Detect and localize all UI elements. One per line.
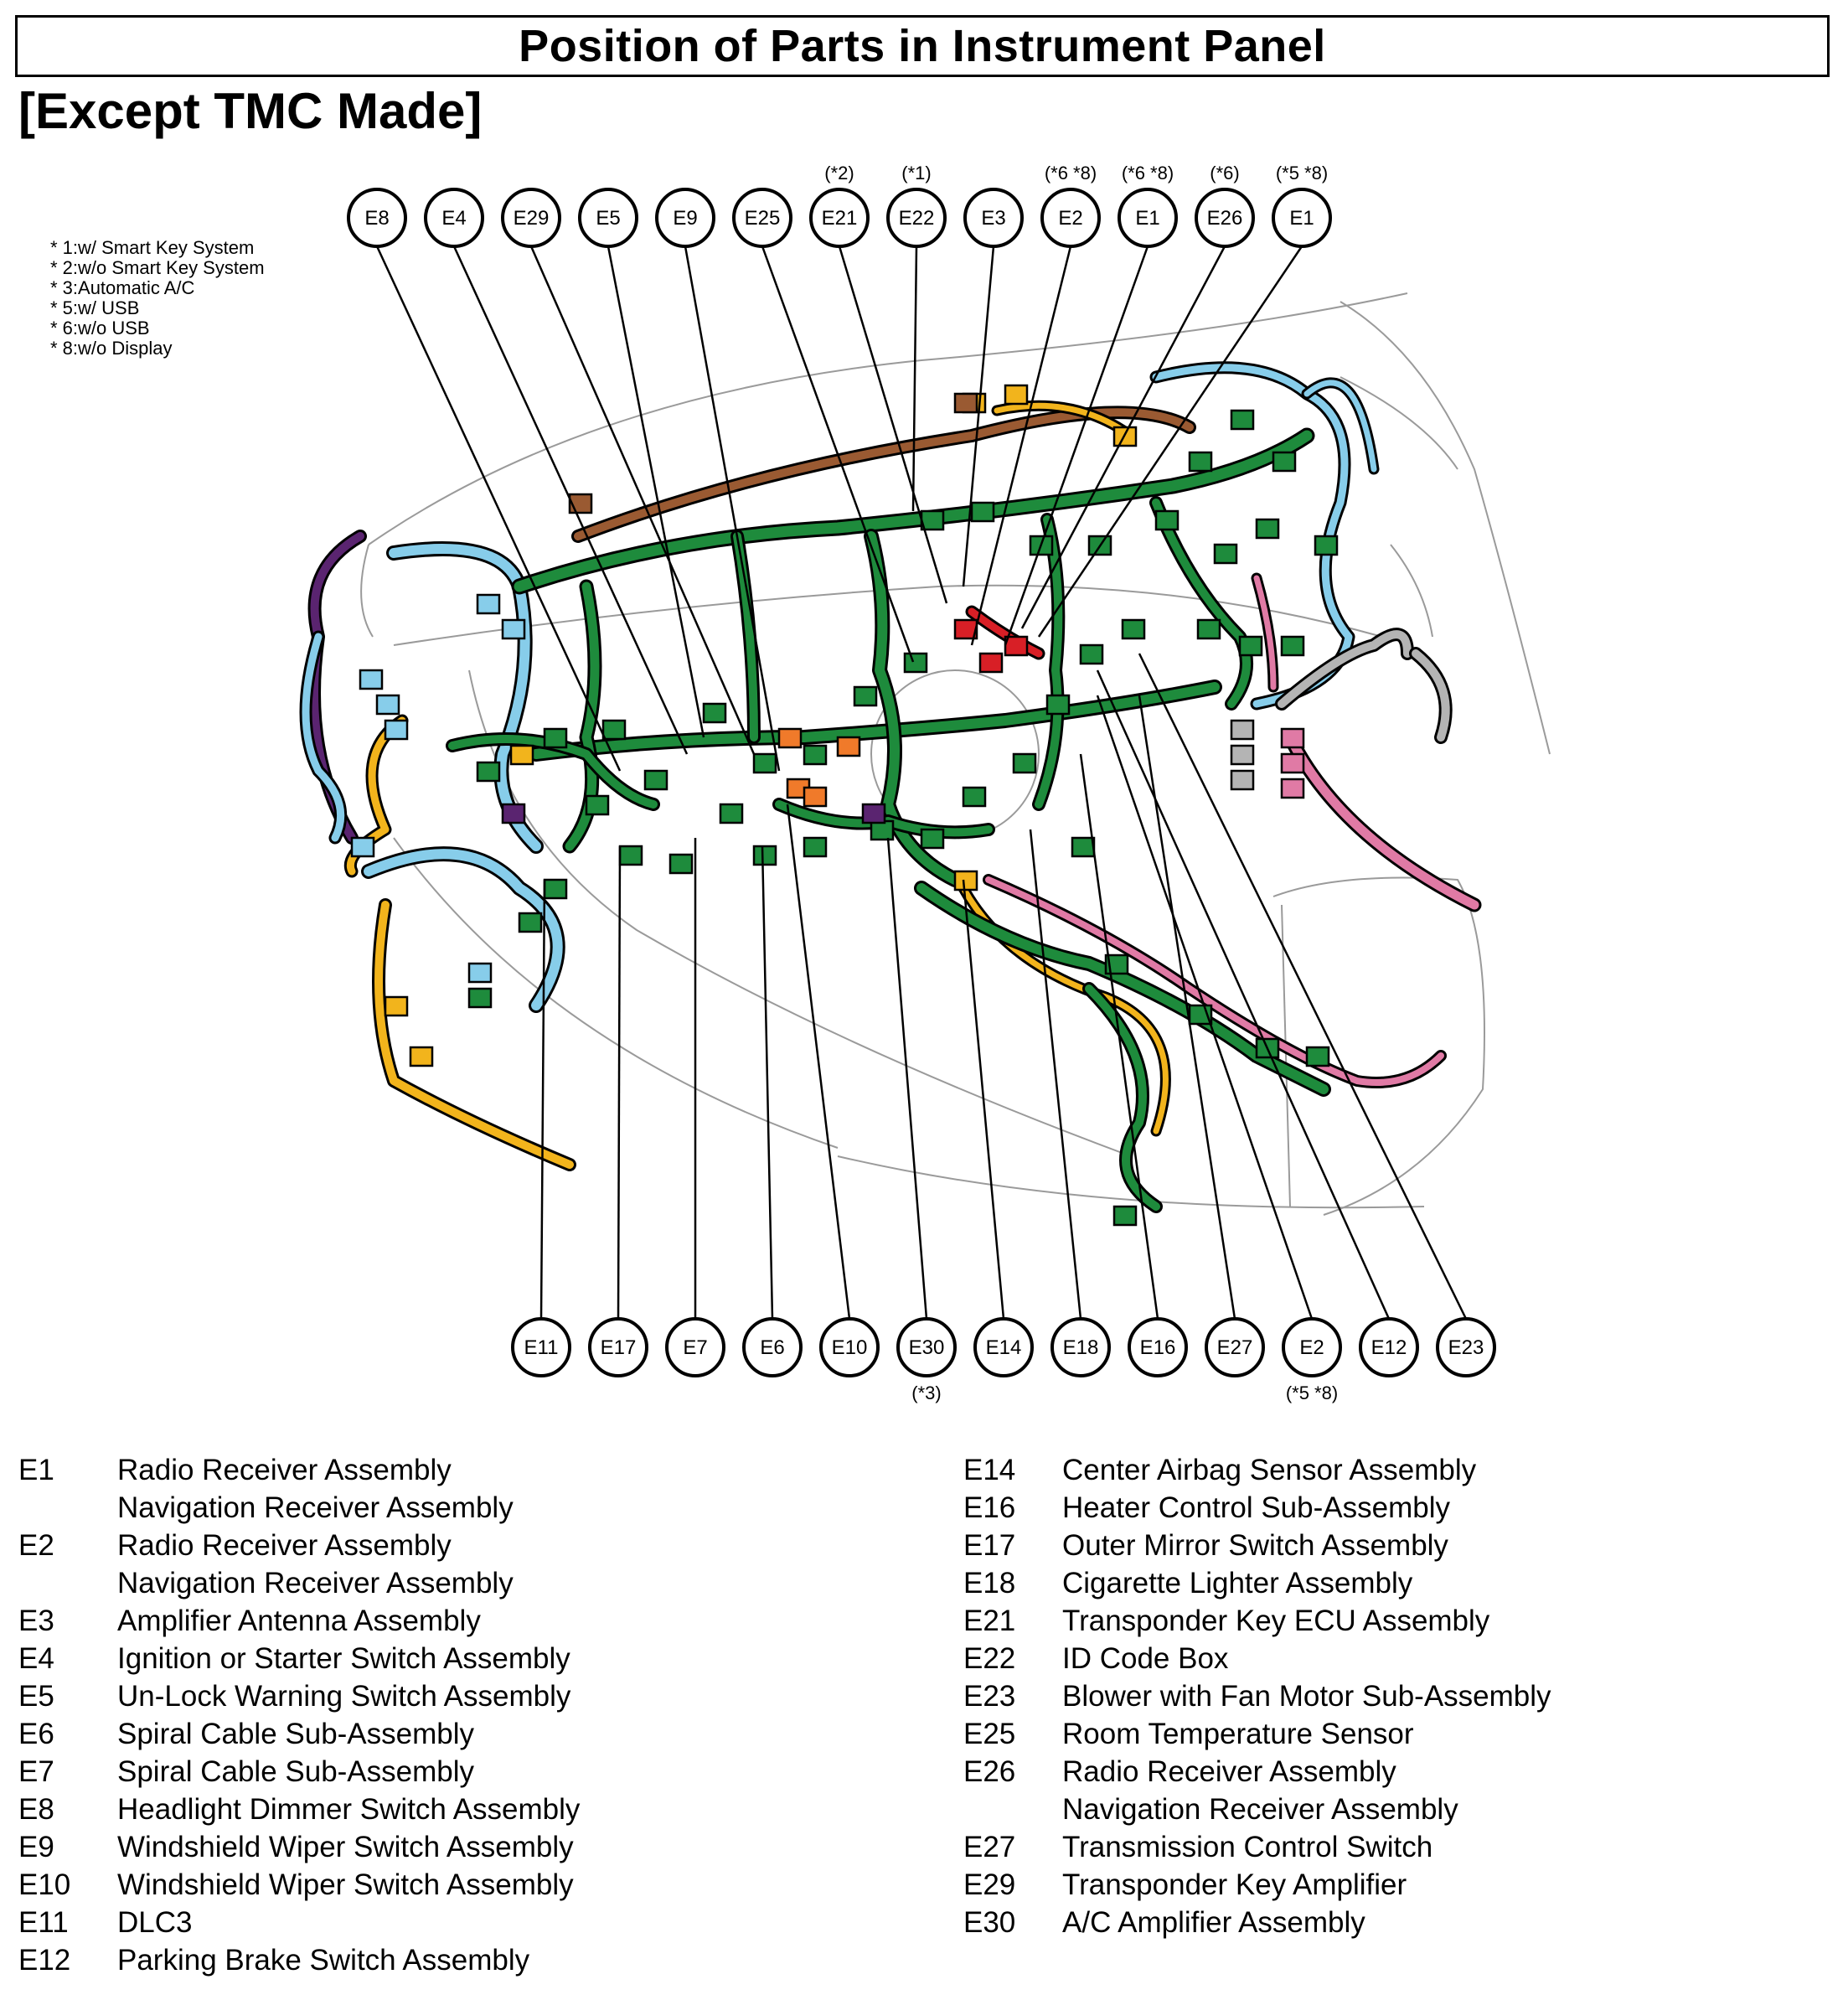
callout-condition: (*6 *8) <box>1044 163 1097 183</box>
legend-row <box>963 1753 1551 1791</box>
callout-condition: (*6 *8) <box>1121 163 1174 183</box>
legend-code: E10 <box>18 1868 71 1901</box>
legend-row <box>18 1451 580 1489</box>
legend-code <box>18 1564 117 1602</box>
legend-code: E21 <box>963 1605 1016 1637</box>
legend-row <box>963 1828 1551 1866</box>
callout-leader-top-1 <box>454 246 687 754</box>
legend-code: E23 <box>963 1680 1016 1713</box>
legend-code: E29 <box>963 1868 1016 1901</box>
callout-leader-bottom-7 <box>1030 829 1081 1319</box>
callout-leader-top-8 <box>963 246 994 587</box>
legend-code: E25 <box>963 1718 1016 1750</box>
legend-code: E5 <box>18 1680 54 1713</box>
legend-row <box>963 1451 1551 1489</box>
callout-e5 <box>580 189 637 246</box>
legend-code: E9 <box>18 1831 54 1863</box>
legend-row <box>963 1640 1551 1677</box>
legend-part-name: Parking Brake Switch Assembly <box>117 1944 530 1977</box>
page-title: Position of Parts in Instrument Panel <box>519 21 1326 71</box>
legend-part-name: Ignition or Starter Switch Assembly <box>117 1642 570 1675</box>
legend-code <box>963 1791 1062 1828</box>
legend-part-name: Spiral Cable Sub-Assembly <box>117 1755 475 1788</box>
legend-part-name: Transmission Control Switch <box>1062 1831 1433 1863</box>
callout-e29 <box>503 189 560 246</box>
legend-code <box>18 1489 117 1527</box>
legend-part-name: Heater Control Sub-Assembly <box>1062 1491 1450 1524</box>
legend-part-name: Radio Receiver Assembly <box>117 1529 452 1562</box>
legend-code: E4 <box>18 1642 54 1675</box>
legend-row <box>963 1602 1551 1640</box>
callout-leader-top-4 <box>685 246 779 771</box>
callout-e6 <box>744 1319 801 1376</box>
legend-part-name: Amplifier Antenna Assembly <box>117 1605 481 1637</box>
legend-row <box>18 1564 580 1602</box>
footnote-6: * 6:w/o USB <box>50 318 150 339</box>
callout-e1 <box>1273 163 1330 246</box>
legend-code: E14 <box>963 1454 1016 1486</box>
legend-part-name: ID Code Box <box>1062 1642 1229 1675</box>
callout-e25 <box>734 189 791 246</box>
legend-part-name: Headlight Dimmer Switch Assembly <box>117 1793 581 1826</box>
callout-code: E21 <box>821 207 858 230</box>
callout-e7 <box>667 1319 724 1376</box>
callout-e22 <box>888 163 945 246</box>
callout-condition: (*5 *8) <box>1285 1382 1339 1403</box>
legend-code: E30 <box>963 1906 1016 1939</box>
legend-part-name: Windshield Wiper Switch Assembly <box>117 1868 574 1901</box>
legend-code: E22 <box>963 1642 1016 1675</box>
callout-condition: (*1) <box>901 163 932 183</box>
callout-e10 <box>821 1319 878 1376</box>
callout-code: E5 <box>596 207 621 230</box>
legend-row <box>18 1866 580 1904</box>
callout-code: E17 <box>600 1336 637 1359</box>
callout-e2 <box>1042 163 1099 246</box>
legend-row <box>963 1904 1551 1941</box>
callout-code: E3 <box>981 207 1006 230</box>
legend-row <box>963 1527 1551 1564</box>
legend-code: E17 <box>963 1529 1016 1562</box>
callout-condition: (*2) <box>824 163 854 183</box>
callout-e16 <box>1129 1319 1186 1376</box>
legend-part-name: Radio Receiver Assembly <box>117 1454 452 1486</box>
legend-code: E16 <box>963 1491 1016 1524</box>
callout-code: E4 <box>441 207 467 230</box>
callout-leader-bottom-3 <box>762 846 772 1319</box>
callout-leader-bottom-0 <box>541 880 545 1319</box>
legend-row <box>18 1828 580 1866</box>
legend-row <box>18 1527 580 1564</box>
legend-part-name: Spiral Cable Sub-Assembly <box>117 1718 475 1750</box>
legend-code: E26 <box>963 1755 1016 1788</box>
legend-code: E8 <box>18 1793 54 1826</box>
legend-part-name: Transponder Key Amplifier <box>1062 1868 1407 1901</box>
callout-code: E7 <box>683 1336 708 1359</box>
legend-part-name: Room Temperature Sensor <box>1062 1718 1414 1750</box>
legend-code: E18 <box>963 1567 1016 1599</box>
legend-row <box>963 1715 1551 1753</box>
legend-part-name: DLC3 <box>117 1906 193 1939</box>
callout-leader-bottom-5 <box>888 838 927 1319</box>
legend-part-name: Navigation Receiver Assembly <box>117 1491 514 1524</box>
callout-leader-top-6 <box>839 246 947 603</box>
callout-code: E16 <box>1139 1336 1176 1359</box>
legend-code: E3 <box>18 1605 54 1637</box>
callout-e17 <box>590 1319 647 1376</box>
callout-e1 <box>1119 163 1176 246</box>
callout-code: E29 <box>513 207 550 230</box>
footnote-3: * 3:Automatic A/C <box>50 277 195 298</box>
legend-row <box>18 1715 580 1753</box>
callout-leader-bottom-6 <box>963 880 1004 1319</box>
legend-code: E6 <box>18 1718 54 1750</box>
legend-code: E7 <box>18 1755 54 1788</box>
callout-code: E26 <box>1206 207 1243 230</box>
callout-e12 <box>1360 1319 1417 1376</box>
callout-code: E2 <box>1299 1336 1324 1359</box>
legend-part-name: Navigation Receiver Assembly <box>117 1567 514 1599</box>
callout-condition: (*6) <box>1210 163 1240 183</box>
legend-part-name: Cigarette Lighter Assembly <box>1062 1567 1413 1599</box>
legend-part-name: Un-Lock Warning Switch Assembly <box>117 1680 571 1713</box>
callout-code: E14 <box>985 1336 1022 1359</box>
callout-code: E1 <box>1135 207 1160 230</box>
callout-e4 <box>426 189 483 246</box>
callout-code: E2 <box>1058 207 1083 230</box>
legend-row <box>963 1564 1551 1602</box>
page-subtitle: [Except TMC Made] <box>18 83 483 139</box>
callout-e3 <box>965 189 1022 246</box>
legend-row <box>963 1791 1551 1828</box>
legend-part-name: Windshield Wiper Switch Assembly <box>117 1831 574 1863</box>
legend-part-name: Center Airbag Sensor Assembly <box>1062 1454 1477 1486</box>
legend-left-column <box>18 1451 580 1979</box>
callout-code: E8 <box>364 207 390 230</box>
callout-code: E9 <box>673 207 698 230</box>
callout-condition: (*5 *8) <box>1275 163 1329 183</box>
callout-e30 <box>898 1319 955 1403</box>
callout-leader-top-7 <box>913 246 916 511</box>
legend-part-name: A/C Amplifier Assembly <box>1062 1906 1365 1939</box>
footnote-1: * 1:w/ Smart Key System <box>50 237 255 258</box>
callout-code: E12 <box>1371 1336 1407 1359</box>
callout-e18 <box>1052 1319 1109 1376</box>
callout-code: E11 <box>524 1336 559 1359</box>
callout-code: E23 <box>1448 1336 1484 1359</box>
legend-row <box>963 1489 1551 1527</box>
legend-part-name: Radio Receiver Assembly <box>1062 1755 1396 1788</box>
callout-code: E30 <box>908 1336 945 1359</box>
legend-row <box>18 1791 580 1828</box>
callout-e14 <box>975 1319 1032 1376</box>
callout-e23 <box>1438 1319 1494 1376</box>
callout-e27 <box>1206 1319 1263 1376</box>
callout-e2 <box>1283 1319 1340 1403</box>
callout-code: E25 <box>744 207 781 230</box>
legend-right-column <box>963 1451 1551 1941</box>
legend-row <box>18 1640 580 1677</box>
legend-part-name: Transponder Key ECU Assembly <box>1062 1605 1490 1637</box>
callout-e26 <box>1196 163 1253 246</box>
legend-part-name: Outer Mirror Switch Assembly <box>1062 1529 1448 1562</box>
legend-row <box>18 1677 580 1715</box>
footnote-5: * 5:w/ USB <box>50 297 140 318</box>
legend-code: E11 <box>18 1906 69 1939</box>
wire-harness <box>306 368 1474 1225</box>
legend-code: E2 <box>18 1529 54 1562</box>
callout-code: E18 <box>1062 1336 1099 1359</box>
legend-row <box>18 1941 580 1979</box>
legend-code: E12 <box>18 1944 71 1977</box>
footnote-2: * 2:w/o Smart Key System <box>50 257 265 278</box>
callout-code: E6 <box>760 1336 785 1359</box>
footnote-8: * 8:w/o Display <box>50 338 173 359</box>
callout-condition: (*3) <box>911 1382 942 1403</box>
callout-leader-bottom-4 <box>787 804 849 1319</box>
legend-row <box>18 1602 580 1640</box>
legend-part-name: Blower with Fan Motor Sub-Assembly <box>1062 1680 1551 1713</box>
legend-row <box>18 1904 580 1941</box>
callout-code: E10 <box>831 1336 868 1359</box>
callout-e8 <box>348 189 405 246</box>
callout-code: E22 <box>898 207 935 230</box>
legend-row <box>18 1489 580 1527</box>
legend-row <box>963 1866 1551 1904</box>
callout-code: E1 <box>1289 207 1314 230</box>
legend-row <box>18 1753 580 1791</box>
legend-code: E27 <box>963 1831 1016 1863</box>
callout-code: E27 <box>1216 1336 1253 1359</box>
callout-e9 <box>657 189 714 246</box>
callout-e11 <box>513 1319 570 1376</box>
legend-code: E1 <box>18 1454 54 1486</box>
legend-row <box>963 1677 1551 1715</box>
legend-part-name: Navigation Receiver Assembly <box>1062 1793 1458 1826</box>
callout-leader-top-2 <box>531 246 754 754</box>
callout-e21 <box>811 163 868 246</box>
